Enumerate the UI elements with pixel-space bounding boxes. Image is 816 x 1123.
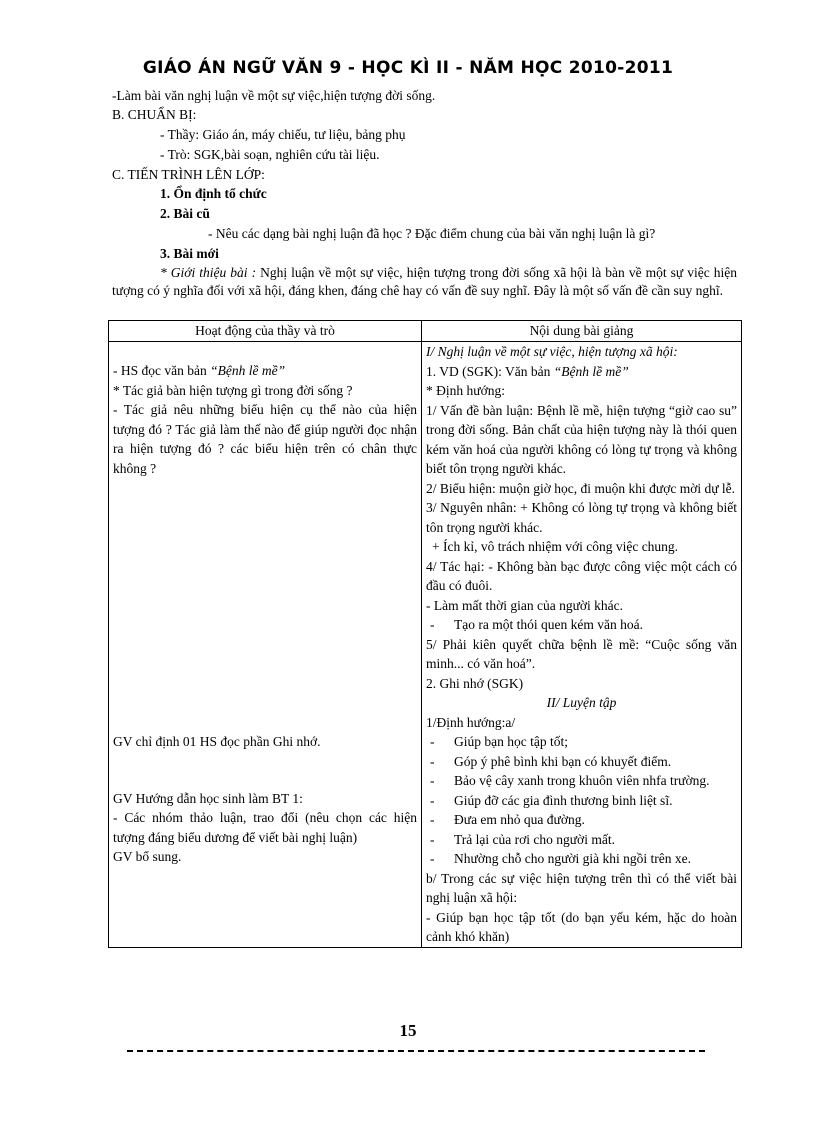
list-item: - Bảo vệ cây xanh trong khuôn viên nhfa trường. bbox=[430, 773, 710, 788]
content-orientation: * Định hướng: bbox=[426, 383, 505, 398]
introduction-text: Nghị luận về một sự việc, hiện tượng trong đời sống xã hội là bàn về một sự việc hiện tượng có ý nghĩa đối với xã hội, đáng khen, đáng chê hay có vấn đề suy nghĩ. Đây là một số vấn đề cần suy nghĩ. bbox=[112, 265, 737, 298]
content-orientation-b: b/ Trong các sự việc hiện tượng trên thì có thể viết bài nghị luận xã hội: bbox=[426, 870, 737, 905]
footer-dashed-divider bbox=[127, 1050, 705, 1052]
intro-line: -Làm bài văn nghị luận về một sự việc,hiện tượng đời sống. bbox=[112, 88, 436, 103]
section-c1-heading: 1. Ổn định tổ chức bbox=[160, 186, 267, 201]
content-harm: 4/ Tác hại: - Không bàn bạc được công việc một cách có đầu có đuôi. bbox=[426, 558, 737, 593]
list-item: - Góp ý phê bình khi bạn có khuyết điểm. bbox=[430, 753, 672, 769]
content-ghi-nho: 2. Ghi nhớ (SGK) bbox=[426, 675, 524, 691]
table-header-activities: Hoạt động của thầy và trò bbox=[109, 321, 422, 342]
content-section-2-heading: II/ Luyện tập bbox=[546, 695, 617, 710]
content-example: 1. VD (SGK): Văn bản “Bệnh lề mề” bbox=[426, 363, 629, 379]
content-cause-2: + Ích kỉ, vô trách nhiệm với công việc chung. bbox=[432, 539, 679, 554]
content-cell bbox=[422, 342, 742, 948]
table-row bbox=[109, 342, 742, 948]
activity-exercise-guide: GV Hướng dẫn học sinh làm BT 1: bbox=[113, 790, 303, 806]
table-header-content: Nội dung bài giảng bbox=[422, 321, 742, 342]
section-b-item-teacher: - Thầy: Giáo án, máy chiếu, tư liệu, bảng phụ bbox=[160, 127, 406, 142]
table-header-row bbox=[109, 321, 742, 342]
content-orientation-a: 1/Định hướng:a/ bbox=[426, 714, 516, 730]
activity-read-text: - HS đọc văn bản “Bệnh lề mề” bbox=[113, 363, 286, 378]
page-number: 15 bbox=[399, 1021, 417, 1040]
activities-cell bbox=[109, 342, 422, 948]
lesson-table bbox=[108, 320, 742, 948]
activity-group-discussion: - Các nhóm thảo luận, trao đổi (nêu chọn các hiện tượng đáng biểu dương để viết bài nghị luận) bbox=[113, 810, 417, 845]
content-section-1-heading: I/ Nghị luận về một sự việc, hiện tượng xã hội: bbox=[426, 344, 678, 359]
list-item: - Giúp bạn học tập tốt; bbox=[430, 734, 568, 749]
activity-teacher-supplement: GV bổ sung. bbox=[113, 849, 182, 864]
section-c-heading: C. TIẾN TRÌNH LÊN LỚP: bbox=[112, 167, 265, 182]
activity-question-2: - Tác giả nêu những biểu hiện cụ thể nào của hiện tượng đó ? Tác giả làm thế nào để giúp người đọc nhận ra hiện tượng đó ? các biểu hiện trên có chân thực không ? bbox=[113, 402, 417, 476]
list-item: - Trả lại của rơi cho người mất. bbox=[430, 831, 615, 847]
content-cause: 3/ Nguyên nhân: + Không có lòng tự trọng và không biết tôn trọng người khác. bbox=[426, 500, 737, 535]
activity-question-1: * Tác giả bàn hiện tượng gì trong đời sống ? bbox=[113, 382, 353, 398]
content-harm-2: - Làm mất thời gian của người khác. bbox=[426, 597, 624, 613]
list-item: - Giúp đỡ các gia đình thương binh liệt sĩ. bbox=[430, 792, 673, 808]
introduction-label: * Giới thiệu bài : bbox=[160, 265, 257, 280]
activity-ghi-nho: GV chỉ định 01 HS đọc phần Ghi nhớ. bbox=[113, 734, 321, 749]
section-b-heading: B. CHUẨN BỊ: bbox=[112, 107, 197, 122]
content-manifestation: 2/ Biểu hiện: muộn giờ học, đi muộn khi được mời dự lễ. bbox=[426, 480, 736, 496]
introduction-paragraph bbox=[112, 264, 737, 300]
section-c3-heading: 3. Bài mới bbox=[160, 246, 219, 261]
section-c2-question: - Nêu các dạng bài nghị luận đã học ? Đặc điểm chung của bài văn nghị luận là gì? bbox=[208, 226, 656, 241]
content-solution: 5/ Phải kiên quyết chữa bệnh lề mề: “Cuộc sống văn minh... có văn hoá”. bbox=[426, 636, 737, 671]
section-b-item-student: - Trò: SGK,bài soạn, nghiên cứu tài liệu. bbox=[160, 147, 380, 162]
content-harm-3: - Tạo ra một thói quen kém văn hoá. bbox=[430, 617, 643, 632]
section-c2-heading: 2. Bài cũ bbox=[160, 206, 210, 221]
page-header-title: GIÁO ÁN NGỮ VĂN 9 - HỌC KÌ II - NĂM HỌC 2010-2011 bbox=[142, 58, 674, 78]
list-item: - Đưa em nhỏ qua đường. bbox=[430, 812, 585, 827]
content-issue: 1/ Vấn đề bàn luận: Bệnh lề mề, hiện tượng “giờ cao su” trong đời sống. Bản chất của hiện tượng này là thói quen kém văn hoá của người không có lòng tự trọng và không biết tôn trọng người khác. bbox=[426, 402, 737, 476]
list-item: - Nhường chỗ cho người già khi ngồi trên xe. bbox=[430, 851, 691, 866]
content-orientation-b-example: - Giúp bạn học tập tốt (do bạn yếu kém, hặc do hoàn cảnh khó khăn) bbox=[426, 909, 737, 944]
